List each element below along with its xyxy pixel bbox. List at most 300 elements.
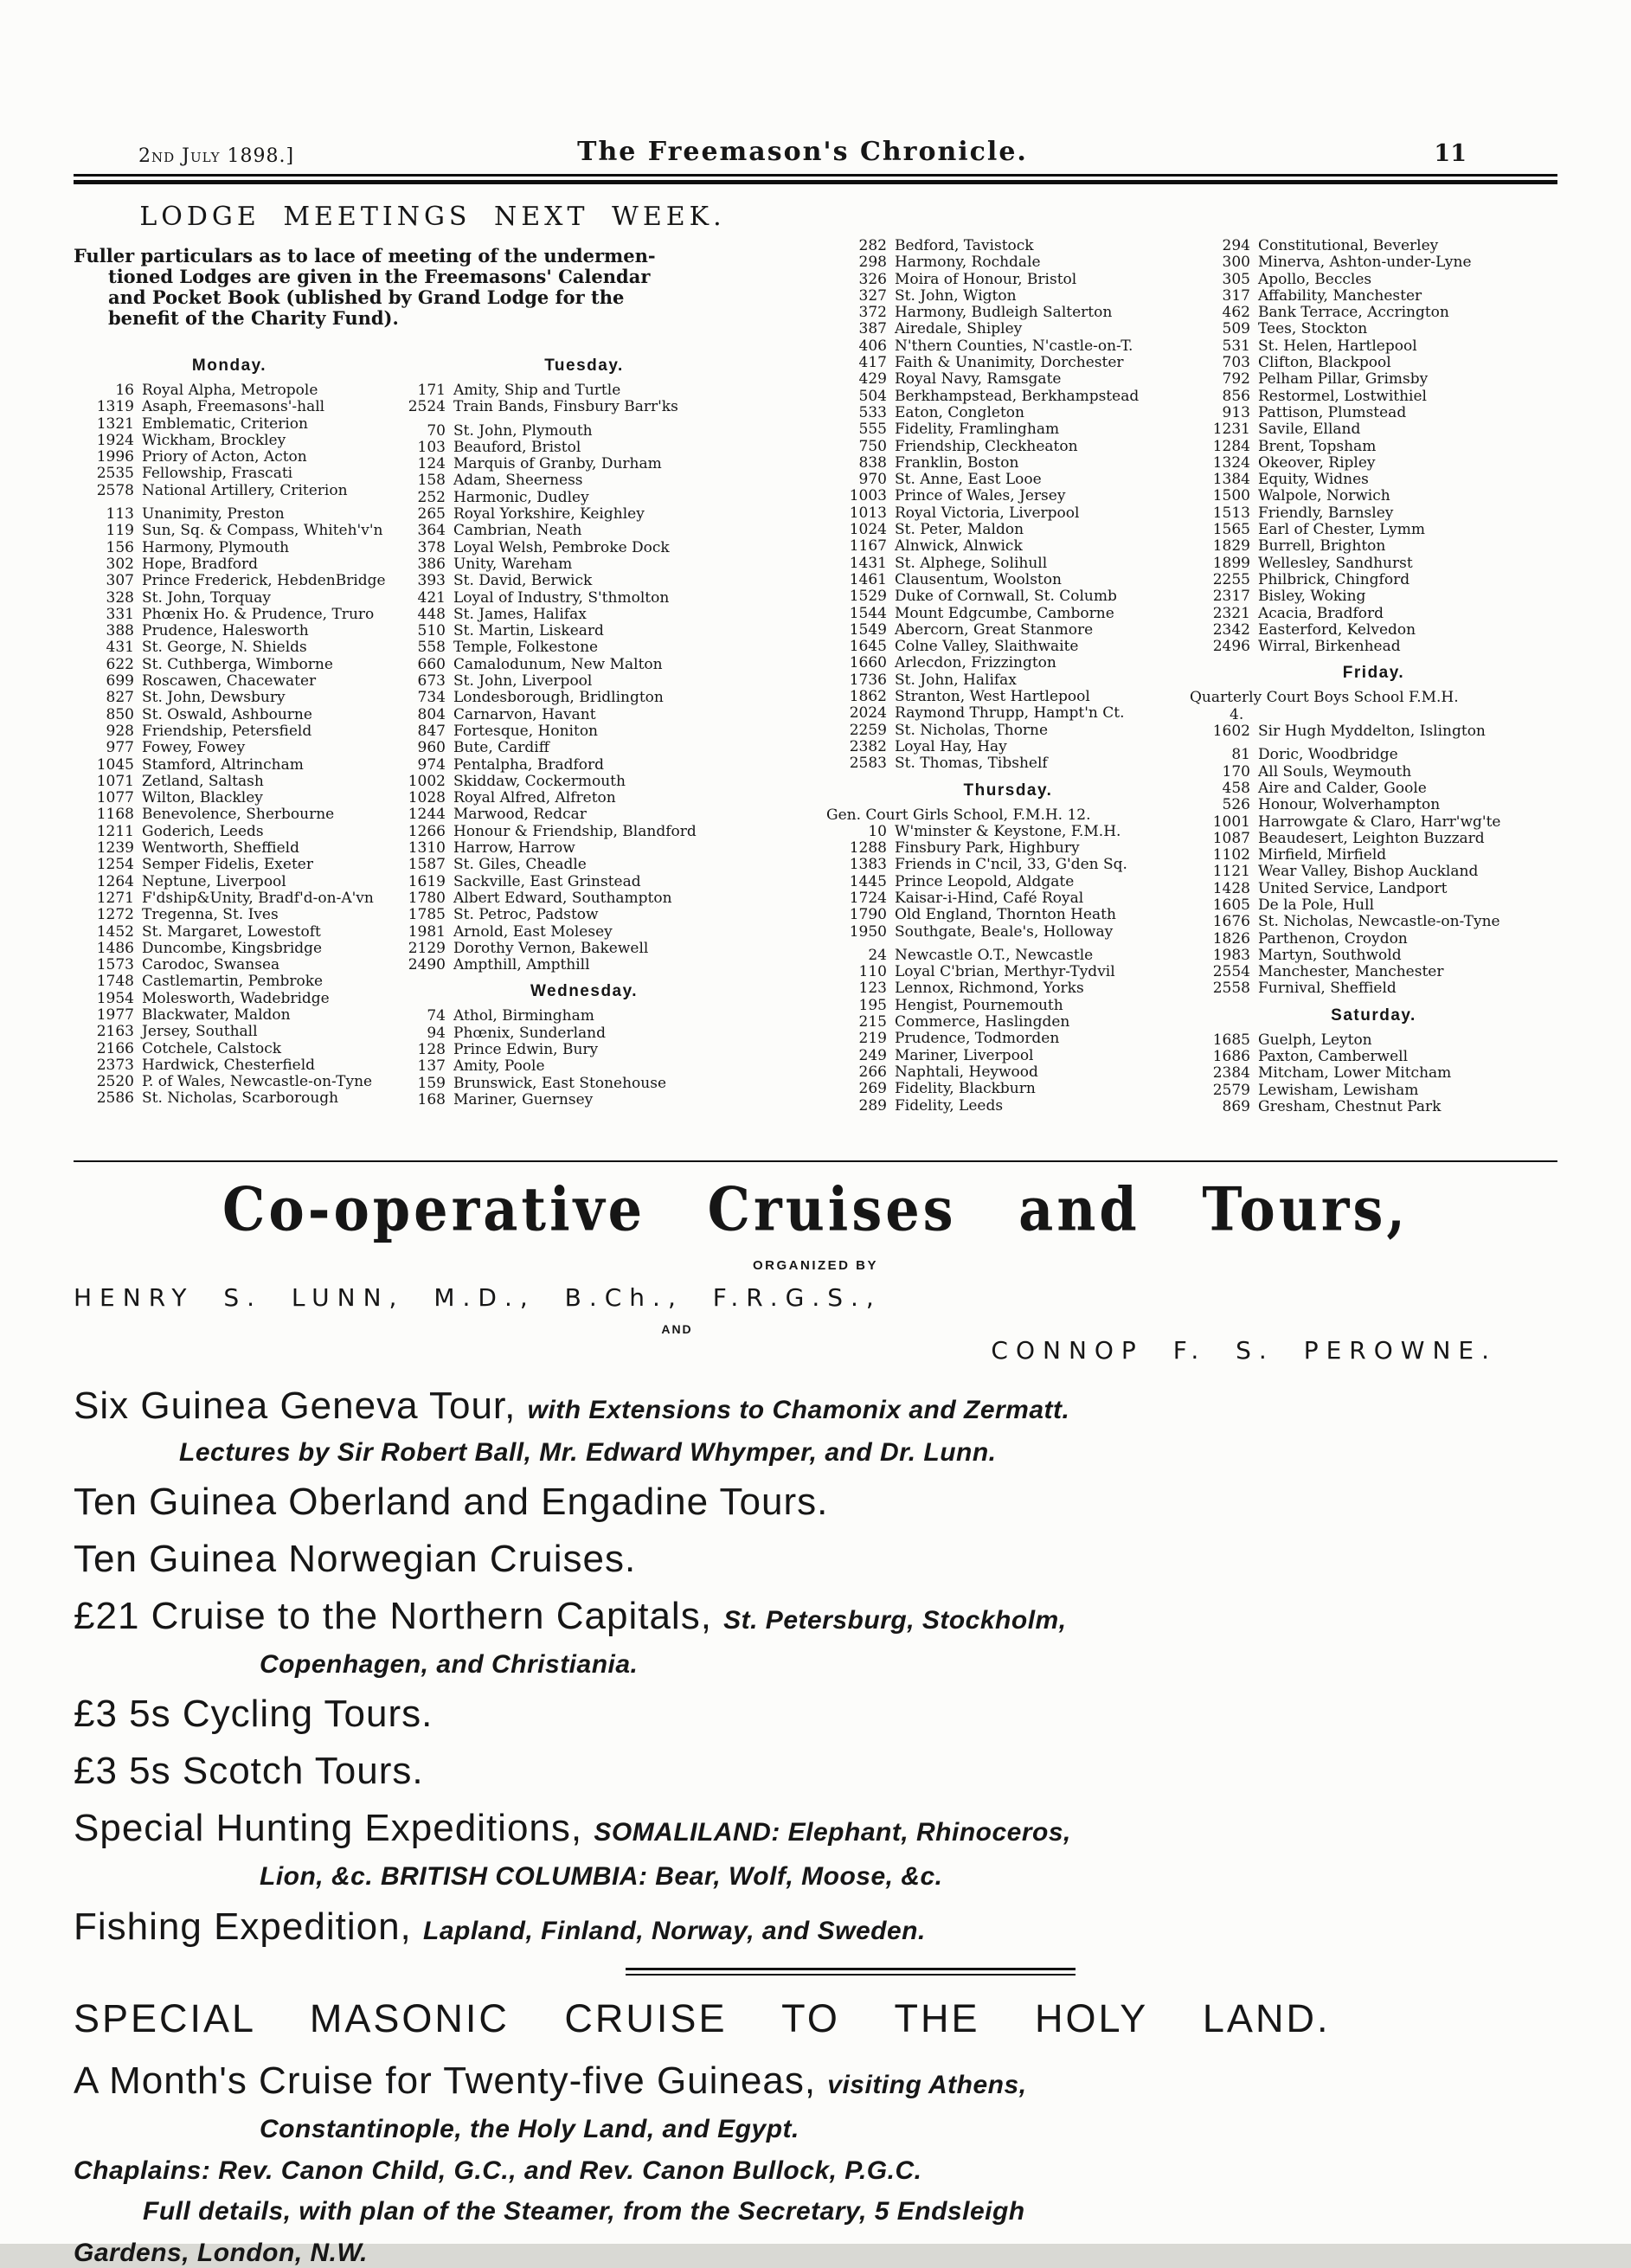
lodge-entry: [74, 806, 385, 823]
lodge-entry: [826, 556, 1190, 572]
lodge-entry: [1190, 439, 1557, 455]
lodge-entry: [74, 1090, 385, 1107]
lodge-number: 10: [868, 822, 887, 840]
lodge-entry: [1190, 1049, 1557, 1065]
lodge-entry: [385, 740, 783, 756]
lodge-number: 510: [417, 622, 446, 640]
lodge-entry: [1190, 606, 1557, 622]
lodge-name: Hengist, Pournemouth: [895, 996, 1063, 1014]
lodge-entry: [1190, 238, 1557, 254]
schedule-note-line: Quarterly Court Boys School F.M.H.: [1190, 689, 1459, 707]
lodge-number: 1264: [96, 872, 134, 890]
lodge-name: St. Nicholas, Newcastle-on-Tyne: [1258, 913, 1500, 931]
lodge-entry: [74, 924, 385, 941]
lodge-entry: [826, 238, 1190, 254]
lodge-name: Beaudesert, Leighton Buzzard: [1258, 829, 1485, 847]
lodge-name: Amity, Ship and Turtle: [453, 382, 621, 399]
lodge-name: Royal Yorkshire, Keighley: [453, 505, 645, 524]
lodge-entry: [826, 305, 1190, 321]
day-header: Monday.: [191, 357, 267, 375]
lodge-name: St. Oswald, Ashbourne: [142, 705, 312, 723]
lodge-name: Mariner, Guernsey: [453, 1090, 594, 1108]
ad-text-segment: Special Hunting Expeditions,: [74, 1807, 594, 1850]
lodge-entry: [74, 1057, 385, 1074]
lodge-number: 74: [427, 1007, 446, 1025]
lodge-name: Neptune, Liverpool: [142, 872, 286, 890]
lodge-entry: [385, 456, 783, 472]
lodge-name: Phœnix Ho. & Prudence, Truro: [142, 605, 375, 623]
lodge-number: 110: [858, 963, 887, 981]
lodge-entry: [826, 1048, 1190, 1064]
lodge-number: 462: [1222, 304, 1250, 322]
intro-paragraph: [74, 246, 792, 329]
section-title: LODGE MEETINGS NEXT WEEK.: [139, 202, 726, 232]
lodge-number: 137: [417, 1057, 446, 1076]
lodge-entry: [1190, 797, 1557, 813]
lodge-number: 393: [417, 572, 446, 590]
lodge-entry: [74, 466, 385, 482]
lodge-number: 128: [417, 1040, 446, 1058]
lodge-number: 531: [1222, 337, 1250, 355]
lodge-entry: [826, 874, 1190, 890]
lodge-name: Pelham Pillar, Grimsby: [1258, 370, 1429, 389]
column-friday-saturday: [1190, 238, 1557, 1160]
day-header: Wednesday.: [530, 982, 639, 1001]
lodge-name: St. John, Plymouth: [453, 421, 593, 440]
lodge-number: 1045: [96, 755, 134, 774]
lodge-entry: [826, 405, 1190, 421]
lodge-name: Train Bands, Finsbury Barr'ks: [453, 398, 678, 416]
day-header: Tuesday.: [544, 357, 624, 375]
lodge-name: St. Cuthberga, Wimborne: [142, 655, 333, 673]
lodge-number: 1790: [849, 906, 887, 924]
ad-text-segment: Ten Guinea Norwegian Cruises.: [74, 1538, 637, 1581]
lodge-number: 1077: [96, 789, 134, 807]
lodge-entry: [1190, 914, 1557, 930]
intro-line: benefit of the Charity Fund).: [108, 307, 399, 329]
lodge-name: Southgate, Beale's, Holloway: [895, 922, 1114, 941]
lodge-number: 1231: [1212, 421, 1250, 439]
lodge-number: 1748: [96, 973, 134, 991]
ad-line: [74, 1649, 1557, 1680]
schedule-note-line: Gen. Court Girls School, F.M.H. 12.: [826, 806, 1091, 824]
lodge-entry: [826, 371, 1190, 388]
lodge-entry: [385, 623, 783, 639]
lodge-entry: [1190, 1099, 1557, 1115]
lodge-entry: [385, 523, 783, 539]
lodge-name: Savile, Elland: [1258, 421, 1361, 439]
lodge-number: 171: [417, 382, 446, 399]
lodge-number: 2382: [849, 737, 887, 755]
lodge-name: St. John, Dewsbury: [142, 689, 286, 707]
lodge-name: Prince Leopold, Aldgate: [895, 872, 1075, 890]
lodge-entry: [1190, 847, 1557, 864]
ad-line: [74, 1861, 1557, 1892]
lodge-name: Pentalpha, Bradford: [453, 755, 605, 774]
lodge-entry: [826, 538, 1190, 555]
lodge-name: Bank Terrace, Accrington: [1258, 304, 1449, 322]
lodge-name: Honour, Wolverhampton: [1258, 796, 1441, 814]
lodge-name: Sun, Sq. & Compass, Whiteh'v'n: [142, 522, 383, 540]
lodge-entry: [74, 874, 385, 890]
lodge-number: 372: [858, 304, 887, 322]
lodge-name: Berkhampstead, Berkhampstead: [895, 387, 1140, 405]
lodge-entry: [74, 824, 385, 840]
lodge-entry: [74, 991, 385, 1007]
organizer-name-perowne: CONNOP F. S. PEROWNE.: [991, 1336, 1497, 1365]
lodge-number: 2490: [408, 956, 446, 974]
lodge-number: 156: [106, 538, 134, 556]
lodge-number: 2321: [1212, 604, 1250, 622]
lodge-name: Friends in C'ncil, 33, G'den Sq.: [895, 856, 1127, 874]
lodge-name: Affability, Manchester: [1258, 286, 1422, 305]
lodge-number: 1724: [849, 889, 887, 907]
lodge-number: 1500: [1212, 487, 1250, 505]
lodge-number: 1310: [408, 839, 446, 858]
lodge-entry-group: [1190, 747, 1557, 997]
lodge-number: 1288: [849, 839, 887, 858]
lodge-name: Temple, Folkestone: [453, 639, 599, 657]
lodge-number: 378: [417, 538, 446, 556]
lodge-name: Duncombe, Kingsbridge: [142, 939, 323, 957]
lodge-name: Harmonic, Dudley: [453, 488, 589, 506]
ad-text-segment: Constantinople, the Holy Land, and Egypt.: [260, 2115, 799, 2144]
lodge-entry: [74, 590, 385, 607]
lodge-entry: [826, 857, 1190, 873]
lodge-number: 1211: [96, 822, 134, 840]
lodge-entry: [826, 655, 1190, 671]
lodge-name: St. Anne, East Looe: [895, 471, 1042, 489]
lodge-name: Wilton, Blackley: [142, 789, 263, 807]
lodge-name: Priory of Acton, Acton: [142, 448, 307, 466]
lodge-name: Wickham, Brockley: [142, 431, 286, 449]
lodge-number: 1324: [1212, 453, 1250, 472]
ad-line: [74, 1806, 1557, 1851]
lodge-name: St. Margaret, Lowestoft: [142, 922, 321, 941]
lodge-number: 331: [106, 605, 134, 623]
lodge-name: Faith & Unanimity, Dorchester: [895, 354, 1124, 372]
lodge-name: St. John, Liverpool: [453, 672, 593, 691]
lodge-name: Colne Valley, Slaithwaite: [895, 638, 1079, 656]
lodge-number: 24: [868, 946, 887, 964]
lodge-number: 2578: [96, 481, 134, 499]
lodge-number: 1452: [96, 922, 134, 941]
lodge-number: 1284: [1212, 437, 1250, 455]
lodge-entry: [74, 941, 385, 957]
lodge-entry: [385, 924, 783, 941]
ad-text-segment: Chaplains: Rev. Canon Child, G.C., and Rev. Canon Bullock, P.G.C.: [74, 2156, 922, 2185]
lodge-name: Adam, Sheerness: [453, 472, 583, 490]
lodge-name: Franklin, Boston: [895, 453, 1019, 472]
lodge-entry: [826, 705, 1190, 722]
lodge-name: St. Alphege, Solihull: [895, 554, 1048, 572]
lodge-name: St. Thomas, Tibshelf: [895, 755, 1048, 773]
lodge-name: Prince of Wales, Jersey: [895, 487, 1066, 505]
lodge-number: 2129: [408, 939, 446, 957]
cruises-advertisement: [74, 1160, 1557, 2268]
lodge-name: Kaisar-i-Hind, Café Royal: [895, 889, 1084, 907]
lodge-name: Harmony, Rochdale: [895, 254, 1041, 272]
lodge-entry: [74, 707, 385, 723]
lodge-number: 406: [858, 337, 887, 355]
lodge-number: 1383: [849, 856, 887, 874]
lodge-number: 307: [106, 572, 134, 590]
lodge-number: 2535: [96, 465, 134, 483]
page-number: 11: [1434, 140, 1467, 167]
lodge-number: 504: [858, 387, 887, 405]
lodge-entry: [74, 639, 385, 656]
lodge-name: Hardwick, Chesterfield: [142, 1056, 316, 1074]
lodge-entry: [385, 723, 783, 740]
lodge-entry: [826, 980, 1190, 997]
lodge-name: Bute, Cardiff: [453, 739, 549, 757]
lodge-entry: [74, 1024, 385, 1040]
ad-text-segment: Fishing Expedition,: [74, 1905, 423, 1948]
lodge-entry: [385, 556, 783, 573]
lodge-number: 124: [417, 455, 446, 473]
lodge-entry: [74, 416, 385, 433]
lodge-name: Emblematic, Criterion: [142, 414, 308, 433]
lodge-name: P. of Wales, Newcastle-on-Tyne: [142, 1073, 373, 1091]
lodge-number: 326: [858, 270, 887, 288]
day-header: Friday.: [1342, 664, 1405, 683]
lodge-number: 1321: [96, 414, 134, 433]
lodge-entry: [1190, 622, 1557, 639]
listings-right-half: [826, 198, 1557, 1160]
lodge-entry: [385, 1025, 783, 1042]
lodge-number: 265: [417, 505, 446, 524]
lodge-number: 168: [417, 1090, 446, 1108]
lodge-number: 1954: [96, 989, 134, 1007]
lodge-name: Paxton, Camberwell: [1258, 1048, 1409, 1066]
lodge-number: 458: [1222, 779, 1250, 797]
lodge-number: 1676: [1212, 913, 1250, 931]
lodge-entry: [74, 1041, 385, 1057]
lodge-number: 1602: [1212, 723, 1250, 741]
lodge-entry-group: [1190, 1032, 1557, 1115]
lodge-entry: [1190, 814, 1557, 831]
lodge-name: Clifton, Blackpool: [1258, 354, 1391, 372]
lodge-name: Unanimity, Preston: [142, 505, 285, 524]
lodge-number: 977: [106, 739, 134, 757]
lodge-number: 2583: [849, 755, 887, 773]
lodge-name: National Artillery, Criterion: [142, 481, 348, 499]
lodge-name: Abercorn, Great Stanmore: [895, 620, 1094, 639]
lodge-number: 928: [106, 722, 134, 740]
lodge-name: Fellowship, Frascati: [142, 465, 293, 483]
ad-text-segment: Lapland, Finland, Norway, and Sweden.: [423, 1916, 926, 1945]
lodge-number: 1271: [96, 889, 134, 907]
lodge-number: 509: [1222, 320, 1250, 338]
lodge-name: Hope, Bradford: [142, 555, 258, 573]
lodge-entry: [826, 907, 1190, 923]
lodge-name: Mariner, Liverpool: [895, 1046, 1034, 1064]
lodge-entry: [826, 254, 1190, 271]
lodge-name: Ampthill, Ampthill: [453, 956, 590, 974]
lodge-name: Benevolence, Sherbourne: [142, 806, 335, 824]
lodge-name: Cotchele, Calstock: [142, 1039, 282, 1057]
lodge-name: Eaton, Congleton: [895, 403, 1024, 421]
lodge-number: 1660: [849, 654, 887, 672]
lodge-number: 327: [858, 286, 887, 305]
and-separator: AND: [661, 1322, 693, 1336]
lodge-name: Apollo, Beccles: [1258, 270, 1372, 288]
lodge-entry: [74, 740, 385, 756]
lodge-number: 869: [1222, 1097, 1250, 1115]
lodge-name: Parthenon, Croydon: [1258, 929, 1408, 948]
lodge-name: Prudence, Todmorden: [895, 1030, 1060, 1048]
lodge-name: Beauford, Bristol: [453, 438, 581, 456]
lodge-number: 252: [417, 488, 446, 506]
ad-text-segment: Lectures by Sir Robert Ball, Mr. Edward Whymper, and Dr. Lunn.: [179, 1437, 997, 1467]
lodge-number: 81: [1231, 746, 1250, 764]
lodge-entry: [1190, 321, 1557, 337]
lodge-number: 734: [417, 689, 446, 707]
lodge-entry: [1190, 272, 1557, 288]
lodge-number: 1685: [1212, 1031, 1250, 1049]
column-monday: [74, 348, 385, 1115]
lodge-name: Loyal Welsh, Pembroke Dock: [453, 538, 670, 556]
lodge-entry: [1190, 338, 1557, 355]
lodge-name: N'thern Counties, N'castle-on-T.: [895, 337, 1133, 355]
lodge-number: 219: [858, 1030, 887, 1048]
lodge-entry: [385, 857, 783, 873]
lodge-number: 1071: [96, 772, 134, 790]
lodge-entry-group: [826, 238, 1190, 773]
lodge-entry: [1190, 505, 1557, 522]
lodge-number: 103: [417, 438, 446, 456]
lodge-number: 1001: [1212, 813, 1250, 831]
lodge-entry: [826, 572, 1190, 588]
lodge-entry: [1190, 556, 1557, 572]
lodge-number: 1996: [96, 448, 134, 466]
lodge-name: St. Giles, Cheadle: [453, 856, 587, 874]
lodge-number: 804: [417, 705, 446, 723]
lodge-name: Blackwater, Maldon: [142, 1006, 291, 1024]
lodge-entry: [74, 790, 385, 806]
lodge-entry: [826, 588, 1190, 605]
lodge-entry: [1190, 781, 1557, 797]
lodge-entry-group: [1190, 723, 1557, 740]
lodge-number: 960: [417, 739, 446, 757]
lodge-number: 16: [115, 382, 134, 399]
lodge-number: 1013: [849, 504, 887, 522]
lodge-name: Royal Alfred, Alfreton: [453, 789, 616, 807]
column-tuesday-wednesday: [385, 348, 783, 1115]
ad-line: [74, 1749, 1557, 1794]
lodge-entry: [385, 399, 783, 415]
lodge-name: Bisley, Woking: [1258, 588, 1366, 606]
lodge-number: 1950: [849, 922, 887, 941]
lodge-entry: [74, 973, 385, 990]
lodge-name: Friendship, Cleckheaton: [895, 437, 1078, 455]
lodge-number: 1244: [408, 806, 446, 824]
lodge-name: Sir Hugh Myddelton, Islington: [1258, 723, 1486, 741]
lodge-name: Lewisham, Lewisham: [1258, 1081, 1419, 1099]
lodge-number: 215: [858, 1013, 887, 1031]
lodge-entry: [385, 707, 783, 723]
ad-line: [74, 1384, 1557, 1429]
lodge-entry-group: [385, 423, 783, 974]
lodge-name: Brent, Topsham: [1258, 437, 1377, 455]
lodge-number: 913: [1222, 403, 1250, 421]
lodge-name: Friendship, Petersfield: [142, 722, 312, 740]
lodge-entry: [74, 757, 385, 774]
lodge-number: 159: [417, 1074, 446, 1092]
lodge-name: Goderich, Leeds: [142, 822, 264, 840]
ad-text-segment: Full details, with plan of the Steamer, from the Secretary, 5 Endsleigh: [143, 2197, 1025, 2226]
lodge-name: Harrowgate & Claro, Harr'wg'te: [1258, 813, 1501, 831]
lodge-name: Earl of Chester, Lymm: [1258, 521, 1425, 539]
lodge-name: Jersey, Southall: [142, 1023, 258, 1041]
lodge-entry: [826, 739, 1190, 755]
lodge-entry: [1190, 288, 1557, 305]
lodge-entry: [74, 449, 385, 466]
lodge-number: 838: [858, 453, 887, 472]
lodge-number: 1168: [96, 806, 134, 824]
lodge-entry: [1190, 747, 1557, 763]
masonic-cruise-headline: SPECIAL MASONIC CRUISE TO THE HOLY LAND.: [74, 1996, 1331, 2041]
masthead: [74, 137, 1557, 174]
lodge-name: Finsbury Park, Highbury: [895, 839, 1080, 858]
lodge-name: Honour & Friendship, Blandford: [453, 822, 697, 840]
lodge-name: Equity, Widnes: [1258, 471, 1369, 489]
lodge-number: 1445: [849, 872, 887, 890]
lodge-name: Harmony, Plymouth: [142, 538, 290, 556]
lodge-name: Philbrick, Chingford: [1258, 570, 1410, 588]
lodge-name: Arnold, East Molesey: [453, 922, 613, 941]
lodge-name: Cambrian, Neath: [453, 522, 582, 540]
lodge-name: St. John, Torquay: [142, 588, 271, 607]
lodge-entry: [1190, 864, 1557, 880]
lodge-name: De la Pole, Hull: [1258, 896, 1375, 914]
lodge-entry: [385, 957, 783, 973]
lodge-number: 1319: [96, 398, 134, 416]
lodge-number: 317: [1222, 286, 1250, 305]
lodge-entry: [385, 573, 783, 589]
lodge-number: 1981: [408, 922, 446, 941]
ad-text-segment: Lion, &c. BRITISH COLUMBIA: Bear, Wolf, Moose, &c.: [260, 1862, 943, 1892]
lodge-entry: [385, 790, 783, 806]
lodge-entry: [385, 757, 783, 774]
lodge-name: F'dship&Unity, Bradf'd-on-A'vn: [142, 889, 374, 907]
lodge-name: Okeover, Ripley: [1258, 453, 1376, 472]
lodge-name: Prince Edwin, Bury: [453, 1040, 599, 1058]
ad-line: [74, 1905, 1557, 1950]
paper-title: The Freemason's Chronicle.: [577, 137, 1028, 167]
lodge-number: 2496: [1212, 638, 1250, 656]
lodge-number: 298: [858, 254, 887, 272]
lodge-entry: [826, 389, 1190, 405]
lodge-number: 448: [417, 605, 446, 623]
lodge-number: 1428: [1212, 879, 1250, 897]
lodge-number: 2163: [96, 1023, 134, 1041]
lodge-name: Gresham, Chestnut Park: [1258, 1097, 1442, 1115]
lodge-name: Stranton, West Hartlepool: [895, 688, 1090, 706]
lodge-entry: [826, 672, 1190, 689]
lodge-name: Roscawen, Chacewater: [142, 672, 317, 691]
lodge-entry: [1190, 472, 1557, 488]
lodge-entry: [826, 522, 1190, 538]
ad-headline: Co-operative Cruises and Tours,: [222, 1173, 1409, 1245]
ad-line: [74, 1437, 1557, 1468]
lodge-entry: [826, 723, 1190, 739]
lodge-number: 533: [858, 403, 887, 421]
lodge-name: Pattison, Plumstead: [1258, 403, 1407, 421]
lodge-entry: [385, 639, 783, 656]
lodge-entry: [74, 399, 385, 415]
ad-text-segment: £3 5s Scotch Tours.: [74, 1750, 424, 1793]
